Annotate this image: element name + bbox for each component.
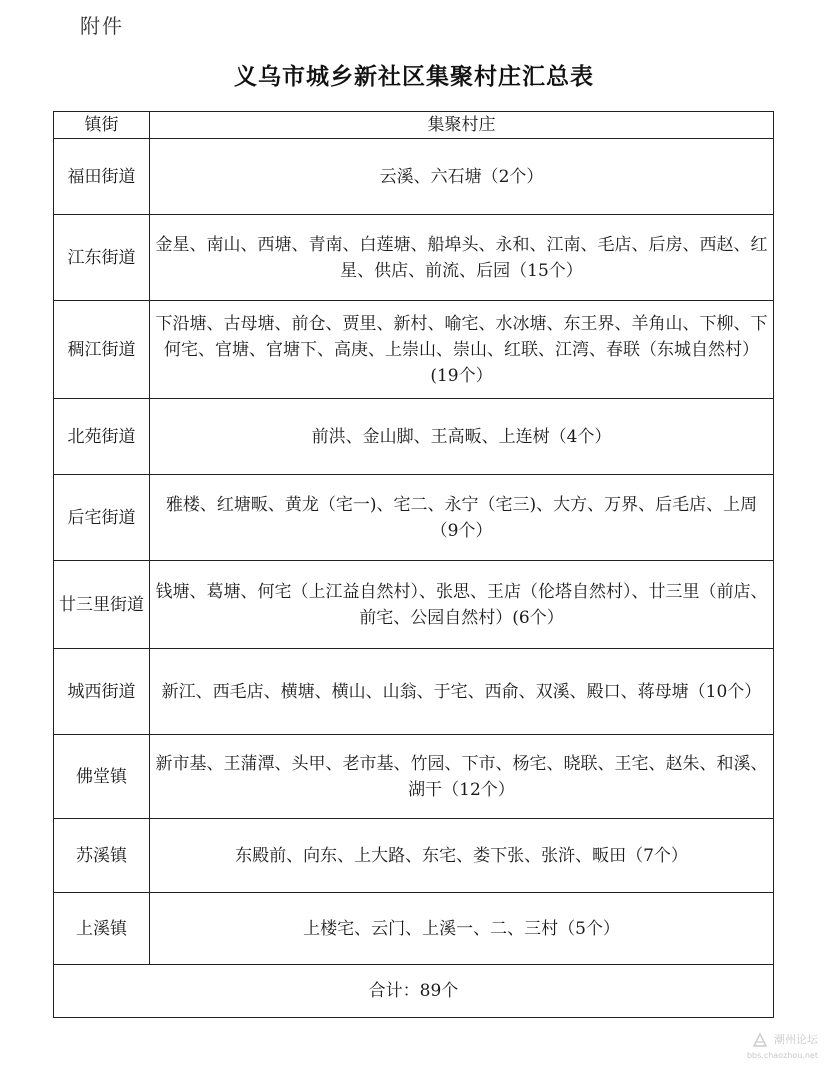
table-total-row — [54, 965, 774, 1018]
table-row — [54, 893, 774, 965]
town-cell: 稠江街道 — [54, 301, 150, 399]
forum-logo-icon — [751, 1031, 769, 1049]
total-cell: 合计：89个 — [54, 965, 774, 1018]
village-summary-table — [53, 111, 774, 1018]
table-row — [54, 399, 774, 475]
villages-cell: 云溪、六石塘（2个） — [150, 139, 774, 215]
town-cell: 城西街道 — [54, 649, 150, 735]
town-cell: 上溪镇 — [54, 893, 150, 965]
town-cell: 北苑街道 — [54, 399, 150, 475]
table-row — [54, 139, 774, 215]
table-row — [54, 301, 774, 399]
town-cell: 福田街道 — [54, 139, 150, 215]
villages-cell: 上楼宅、云门、上溪一、二、三村（5个） — [150, 893, 774, 965]
town-cell: 江东街道 — [54, 215, 150, 301]
watermark-subtext: bbs.chaozhou.net — [746, 1051, 818, 1060]
town-cell: 廿三里街道 — [54, 561, 150, 649]
watermark-text: 潮州论坛 — [774, 1033, 818, 1046]
attachment-label: 附件 — [80, 14, 124, 38]
document-title: 义乌市城乡新社区集聚村庄汇总表 — [234, 63, 594, 90]
watermark — [747, 1031, 818, 1062]
villages-cell: 钱塘、葛塘、何宅（上江益自然村）、张思、王店（伦塔自然村）、廿三里（前店、前宅、公园自然村）(6个） — [150, 561, 774, 649]
table-row — [54, 649, 774, 735]
villages-cell: 新江、西毛店、横塘、横山、山翁、于宅、西俞、双溪、殿口、蒋母塘（10个） — [150, 649, 774, 735]
table-row — [54, 475, 774, 561]
table-row — [54, 215, 774, 301]
table-row — [54, 735, 774, 819]
table-header-row — [54, 112, 774, 139]
villages-cell: 前洪、金山脚、王高畈、上连树（4个） — [150, 399, 774, 475]
villages-cell: 雅楼、红塘畈、黄龙（宅一)、宅二、永宁（宅三)、大方、万界、后毛店、上周（9个） — [150, 475, 774, 561]
town-cell: 后宅街道 — [54, 475, 150, 561]
villages-cell: 东殿前、向东、上大路、东宅、娄下张、张浒、畈田（7个） — [150, 819, 774, 893]
table-row — [54, 561, 774, 649]
table-row — [54, 819, 774, 893]
header-town: 镇街 — [54, 112, 150, 139]
header-villages: 集聚村庄 — [150, 112, 774, 139]
town-cell: 佛堂镇 — [54, 735, 150, 819]
villages-cell: 下沿塘、古母塘、前仓、贾里、新村、喻宅、水冰塘、东王界、羊角山、下柳、下何宅、官塘、官塘下、高庚、上崇山、崇山、红联、江湾、春联（东城自然村）(19个） — [150, 301, 774, 399]
villages-cell: 金星、南山、西塘、青南、白莲塘、船埠头、永和、江南、毛店、后房、西赵、红星、供店、前流、后园（15个） — [150, 215, 774, 301]
villages-cell: 新市基、王蒲潭、头甲、老市基、竹园、下市、杨宅、晓联、王宅、赵朱、和溪、湖干（12个） — [150, 735, 774, 819]
town-cell: 苏溪镇 — [54, 819, 150, 893]
